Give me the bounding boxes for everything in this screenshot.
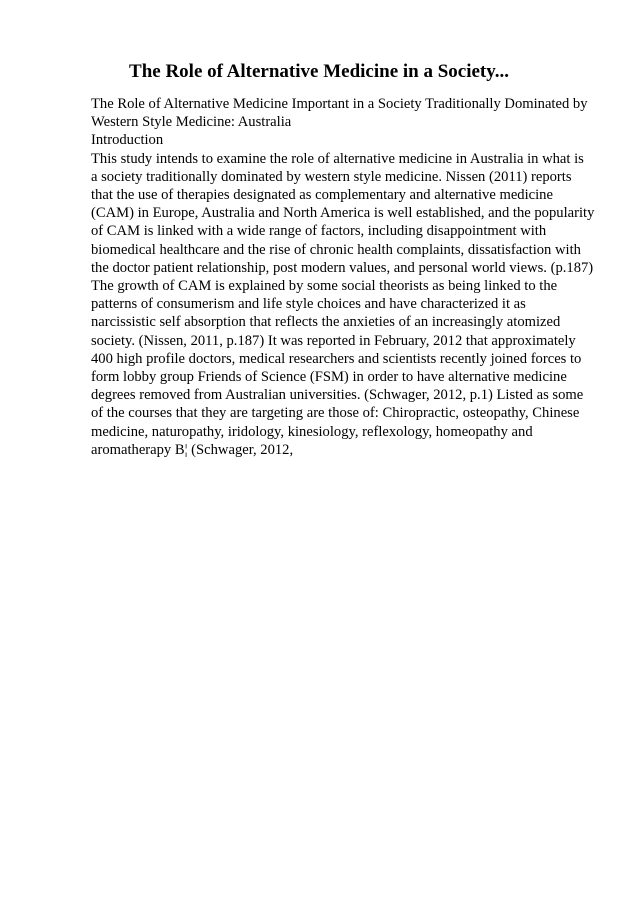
- subtitle-line-1: The Role of Alternative Medicine Important in a Society Traditionally Dominated by: [91, 96, 588, 112]
- paragraph-line: society. (Nissen, 2011, p.187) It was reported in February, 2012 that approximately: [91, 332, 576, 349]
- paragraph-line: a society traditionally dominated by western style medicine. Nissen (2011) reports: [91, 168, 572, 185]
- paragraph-line: biomedical healthcare and the rise of chronic health complaints, dissatisfaction with: [91, 241, 581, 258]
- paragraph-line: medicine, naturopathy, iridology, kinesiology, reflexology, homeopathy and: [91, 423, 533, 440]
- paragraph-line: 400 high profile doctors, medical researchers and scientists recently joined forces to: [91, 350, 582, 367]
- document-body: [91, 95, 611, 459]
- section-heading: Introduction: [91, 132, 164, 149]
- paragraph-line: This study intends to examine the role of alternative medicine in Australia in what is: [91, 150, 584, 167]
- paragraph-line: of the courses that they are targeting are those of: Chiropractic, osteopathy, Chinese: [91, 405, 580, 422]
- document-title: The Role of Alternative Medicine in a Society...: [129, 61, 509, 82]
- paragraph-line: narcissistic self absorption that reflects the anxieties of an increasingly atomized: [91, 314, 561, 331]
- paragraph-line: degrees removed from Australian universities. (Schwager, 2012, p.1) Listed as some: [91, 387, 584, 404]
- subtitle-line-2: Western Style Medicine: Australia: [91, 114, 292, 131]
- paragraph-line: of CAM is linked with a wide range of factors, including disappointment with: [91, 223, 547, 240]
- paragraph-line: patterns of consumerism and life style choices and have characterized it as: [91, 296, 526, 313]
- paragraph-line: The growth of CAM is explained by some social theorists as being linked to the: [91, 278, 558, 295]
- paragraph-line: form lobby group Friends of Science (FSM) in order to have alternative medicine: [91, 369, 567, 386]
- paragraph-line: aromatherapy В¦ (Schwager, 2012,: [91, 441, 294, 458]
- paragraph-line: (CAM) in Europe, Australia and North America is well established, and the popularity: [91, 205, 595, 222]
- paragraph-line: that the use of therapies designated as complementary and alternative medicine: [91, 187, 553, 204]
- paragraph-line: the doctor patient relationship, post modern values, and personal world views. (p.187): [91, 259, 594, 276]
